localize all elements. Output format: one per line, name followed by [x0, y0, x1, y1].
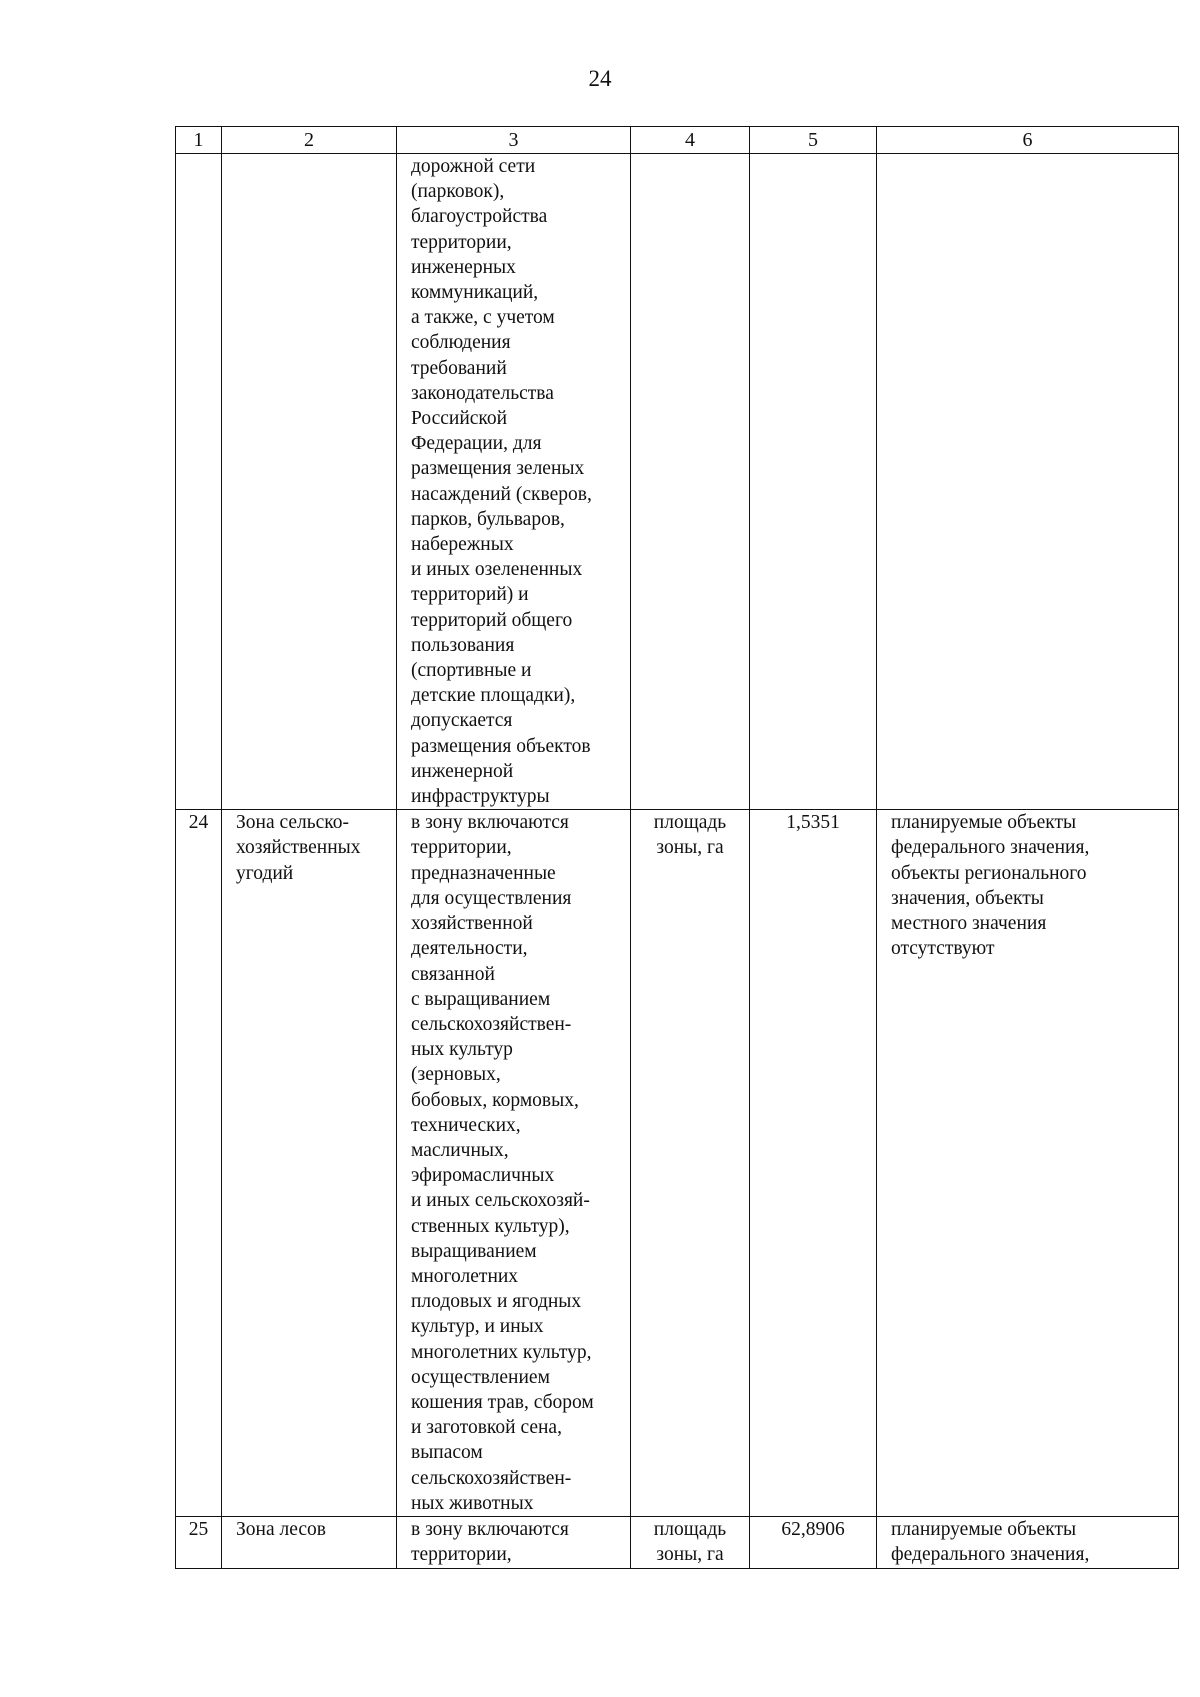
row-cont-number — [176, 154, 222, 810]
cell-text-line: инфраструктуры — [411, 786, 550, 808]
row-25-description — [397, 1516, 631, 1568]
cell-text-line: хозяйственных — [236, 837, 361, 859]
cell-text-line: площадь — [653, 812, 727, 834]
cell-text-line: планируемые объекты — [891, 812, 1077, 834]
cell-text-line: благоустройства — [411, 206, 548, 228]
cell-text-line: площадь — [653, 1518, 727, 1540]
row-24-parameter — [631, 810, 750, 1517]
header-cell-3: 3 — [397, 127, 631, 154]
cell-text-line: территорий) и — [411, 584, 529, 606]
row-25-value: 62,8906 — [750, 1516, 877, 1568]
cell-text-line: отсутствуют — [891, 938, 995, 960]
cell-text-line: коммуникаций, — [411, 282, 539, 304]
cell-text-line: объекты регионального — [891, 862, 1087, 884]
cell-text-line: а также, с учетом — [411, 307, 555, 329]
cell-text-line: и заготовкой сена, — [411, 1417, 562, 1439]
header-cell-5: 5 — [750, 127, 877, 154]
cell-text-line: размещения объектов — [411, 735, 591, 757]
cell-text-line: бобовых, кормовых, — [411, 1089, 579, 1111]
cell-text-line: для осуществления — [411, 887, 572, 909]
zones-table — [175, 126, 1179, 1569]
cell-text-line: Зона сельско- — [236, 812, 350, 834]
cell-text-line: соблюдения — [411, 332, 511, 354]
cell-text-line: размещения зеленых — [411, 458, 585, 480]
cell-text-line: осуществлением — [411, 1366, 550, 1388]
header-cell-6: 6 — [877, 127, 1179, 154]
row-25-number: 25 — [176, 1516, 222, 1568]
table-header-row — [176, 127, 1179, 154]
cell-text-line: насаждений (скверов, — [411, 483, 592, 505]
row-25-zone — [222, 1516, 397, 1568]
row-24-number: 24 — [176, 810, 222, 1517]
cell-text-line: Российской — [411, 408, 508, 430]
cell-text-line: дорожной сети — [411, 156, 536, 177]
cell-text-line: инженерной — [411, 760, 514, 782]
cell-text-line: набережных — [411, 534, 514, 556]
table-row-24 — [176, 810, 1179, 1517]
cell-text-line: с выращиванием — [411, 988, 551, 1010]
cell-text-line: местного значения — [891, 913, 1047, 935]
cell-text-line: выпасом — [411, 1442, 483, 1464]
cell-text-line: (зерновых, — [411, 1064, 501, 1086]
cell-text-line: федерального значения, — [891, 837, 1090, 859]
cell-text-line: зоны, га — [656, 837, 724, 859]
header-cell-1: 1 — [176, 127, 222, 154]
row-25-parameter — [631, 1516, 750, 1568]
cell-text-line: предназначенные — [411, 862, 556, 884]
table-row-25 — [176, 1516, 1179, 1568]
cell-text-line: законодательства — [411, 382, 554, 404]
row-24-zone — [222, 810, 397, 1517]
cell-text-line: плодовых и ягодных — [411, 1291, 582, 1313]
cell-text-line: в зону включаются — [411, 1518, 569, 1540]
cell-text-line: значения, объекты — [891, 887, 1044, 909]
page-number: 24 — [588, 66, 612, 91]
cell-text-line: связанной — [411, 963, 495, 985]
cell-text-line: сельскохозяйствен- — [411, 1467, 572, 1489]
cell-text-line: ных животных — [411, 1492, 534, 1514]
cell-text-line: допускается — [411, 710, 513, 732]
cell-text-line: территории, — [411, 231, 512, 253]
row-24-description — [397, 810, 631, 1517]
cell-text-line: Федерации, для — [411, 433, 542, 455]
cell-text-line: (спортивные и — [411, 660, 532, 682]
header-cell-4: 4 — [631, 127, 750, 154]
cell-text-line: Зона лесов — [236, 1518, 326, 1540]
cell-text-line: территории, — [411, 837, 512, 859]
cell-text-line: деятельности, — [411, 938, 528, 960]
row-24-objects — [877, 810, 1179, 1517]
row-cont-objects — [877, 154, 1179, 810]
cell-text-line: и иных озелененных — [411, 559, 583, 581]
cell-text-line: парков, бульваров, — [411, 508, 565, 530]
cell-text-line: угодий — [236, 862, 294, 884]
cell-text-line: ных культур — [411, 1039, 513, 1061]
cell-text-line: территории, — [411, 1544, 512, 1566]
cell-text-line: зоны, га — [656, 1544, 724, 1566]
cell-text-line: в зону включаются — [411, 812, 569, 834]
row-cont-parameter — [631, 154, 750, 810]
row-cont-value — [750, 154, 877, 810]
table-row-continued — [176, 154, 1179, 810]
header-cell-2: 2 — [222, 127, 397, 154]
cell-text-line: эфиромасличных — [411, 1165, 555, 1187]
cell-text-line: культур, и иных — [411, 1316, 544, 1338]
cell-text-line: технических, — [411, 1114, 521, 1136]
cell-text-line: сельскохозяйствен- — [411, 1013, 572, 1035]
cell-text-line: многолетних культур, — [411, 1341, 592, 1363]
cell-text-line: масличных, — [411, 1139, 509, 1161]
row-25-objects — [877, 1516, 1179, 1568]
cell-text-line: (парковок), — [411, 181, 505, 203]
cell-text-line: ственных культур), — [411, 1215, 570, 1237]
cell-text-line: инженерных — [411, 256, 516, 278]
cell-text-line: кошения трав, сбором — [411, 1391, 594, 1413]
cell-text-line: требований — [411, 357, 507, 379]
cell-text-line: хозяйственной — [411, 913, 533, 935]
cell-text-line: планируемые объекты — [891, 1518, 1077, 1540]
row-cont-description — [397, 154, 631, 810]
cell-text-line: пользования — [411, 634, 515, 656]
cell-text-line: многолетних — [411, 1265, 519, 1287]
row-24-value: 1,5351 — [750, 810, 877, 1517]
cell-text-line: федерального значения, — [891, 1544, 1090, 1566]
cell-text-line: и иных сельскохозяй- — [411, 1190, 590, 1212]
cell-text-line: детские площадки), — [411, 685, 576, 707]
row-cont-zone — [222, 154, 397, 810]
cell-text-line: выращиванием — [411, 1240, 537, 1262]
cell-text-line: территорий общего — [411, 609, 573, 631]
